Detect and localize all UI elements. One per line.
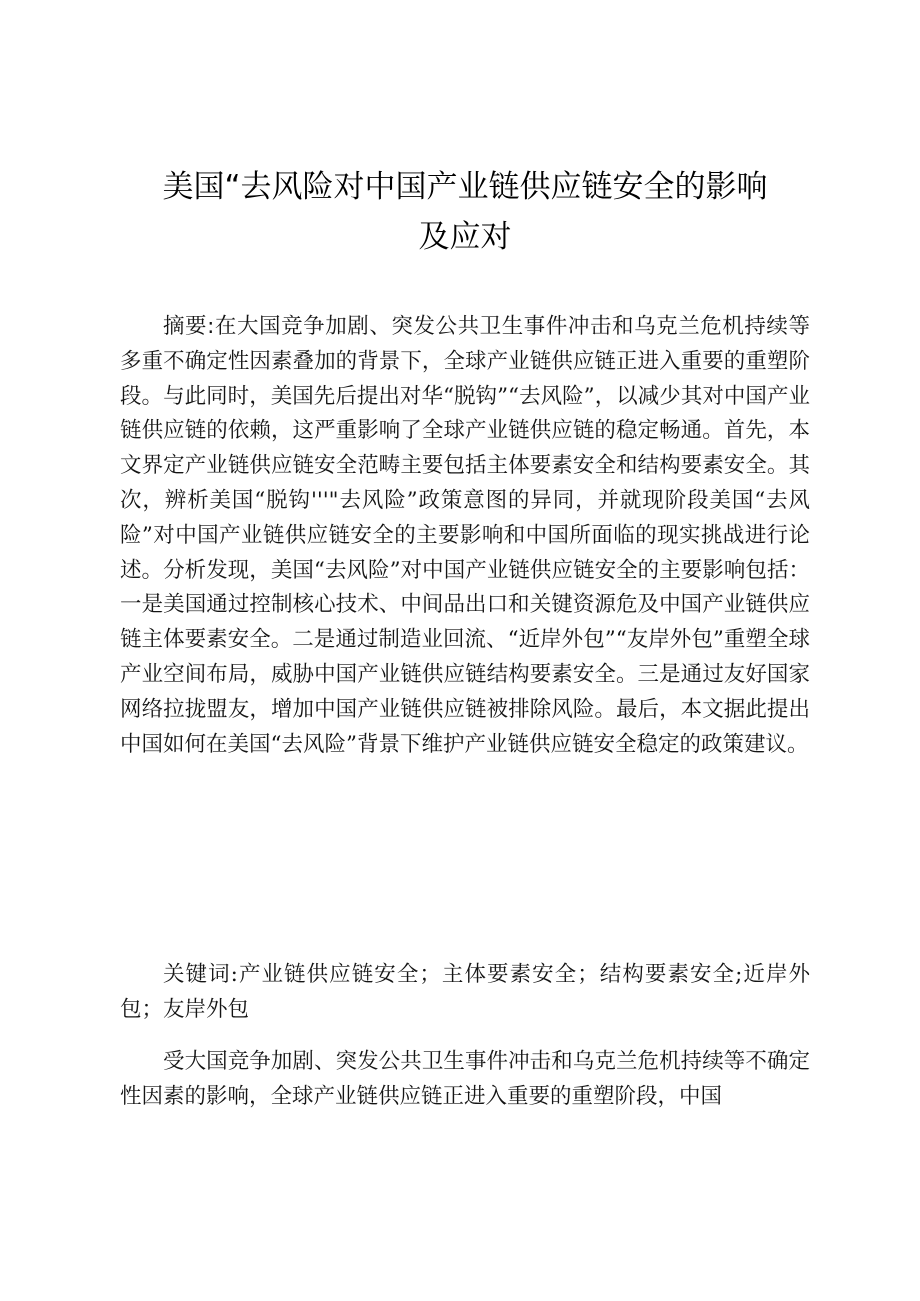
keywords-text: 产业链供应链安全；主体要素安全；结构要素安全;近岸外包；友岸外包 (120, 962, 810, 1022)
title-line-1: 美国“去风险对中国产业链供应链安全的影响 (162, 169, 768, 205)
abstract-paragraph (120, 310, 810, 762)
title-line-2: 及应对 (418, 219, 512, 255)
abstract-label: 摘要: (163, 314, 215, 339)
document-title (120, 162, 810, 262)
abstract-text: 在大国竞争加剧、突发公共卫生事件冲击和乌克兰危机持续等多重不确定性因素叠加的背景下，全球产业链供应链正进入重要的重塑阶段。与此同时，美国先后提出对华“脱钩”“去风险”，以减少其对中国产业链供应链的依赖，这严重影响了全球产业链供应链的稳定畅通。首先，本文界定产业链供应链安全范畴主要包括主体要素安全和结构要素安全。其次，辨析美国“脱钩'''"去风险”政策意图的异同，并就现阶段美国“去风险”对中国产业链供应链安全的主要影响和中国所面临的现实挑战进行论述。分析发现，美国“去风险”对中国产业链供应链安全的主要影响包括：一是美国通过控制核心技术、中间品出口和关键资源危及中国产业链供应链主体要素安全。二是通过制造业回流、“近岸外包”“友岸外包”重塑全球产业空间布局，威胁中国产业链供应链结构要素安全。三是通过友好国家网络拉拢盟友，增加中国产业链供应链被排除风险。最后，本文据此提出中国如何在美国“去风险”背景下维护产业链供应链安全稳定的政策建议。 (120, 314, 810, 757)
body-paragraph: 受大国竞争加剧、突发公共卫生事件冲击和乌克兰危机持续等不确定性因素的影响，全球产业链供应链正进入重要的重塑阶段，中国 (120, 1049, 810, 1109)
keywords-label: 关键词: (163, 962, 238, 987)
keywords-paragraph (120, 958, 810, 1028)
